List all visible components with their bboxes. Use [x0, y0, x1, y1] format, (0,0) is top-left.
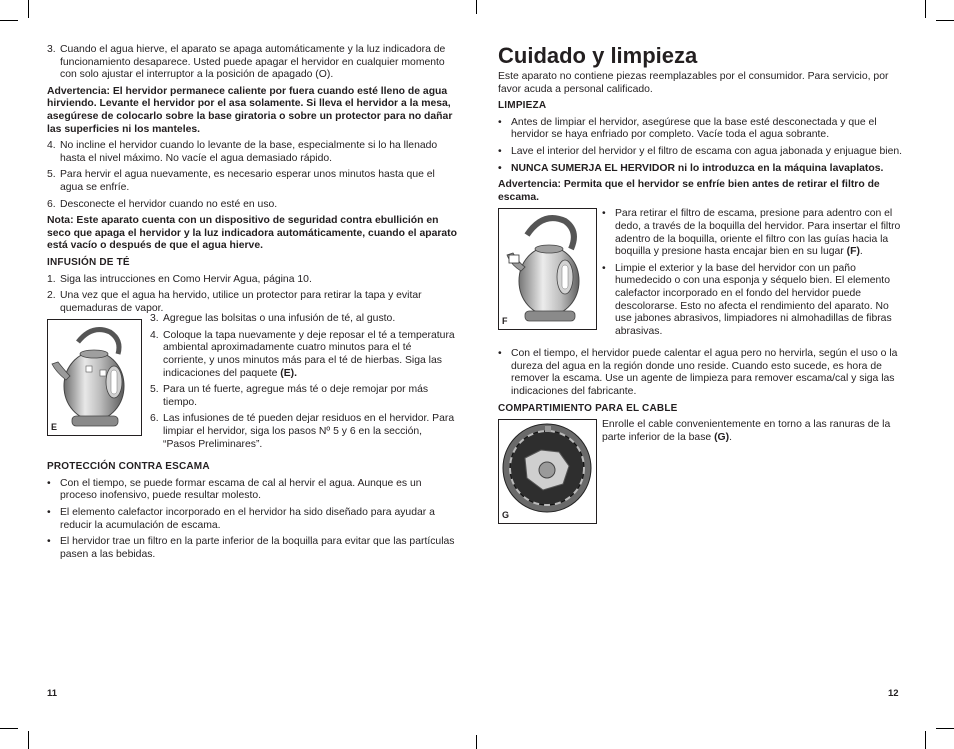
list-item: 6. Desconecte el hervidor cuando no esté en uso.	[47, 198, 278, 210]
list-item: 4. Coloque la tapa nuevamente y deje reposar el té a temperatura ambiental aproximadamente cuatro minutos para el té corriente, y unos minutos más para el té de hierbas. Siga las indicaciones del paquete (E).	[150, 329, 455, 379]
list-item: • Con el tiempo, el hervidor puede calentar el agua pero no hervirla, según el uso o la dureza del agua en la región donde uno reside. Cuando esto sucede, es hora de remover la escama. Use un agente de limpieza para remover escama/cal y siga las indicaciones del fabricante.	[498, 348, 898, 398]
page-number: 11	[47, 688, 58, 699]
list-item: • Para retirar el filtro de escama, presione para adentro con el dedo, a través de la boquilla del hervidor. Para insertar el filtro adentro de la boquilla, oriente el filtro con las guías hacia la boquilla y presione hasta encajar bien en su lugar (F).	[602, 208, 901, 258]
section-heading-cord: COMPARTIMIENTO PARA EL CABLE	[498, 402, 678, 414]
figure-label: G	[502, 509, 510, 520]
section-heading-tea: INFUSIÓN DE TÉ	[47, 256, 130, 268]
list-item: • Limpie el exterior y la base del hervidor con un paño humedecido o con una esponja y séquelo bien. El elemento calefactor incorporado en el fondo del hervidor puede descolorarse. Esto no afecta el rendimiento del aparato. No use jabones abrasivos, limpiadores ni almohadillas de fibras abrasivas.	[602, 262, 892, 337]
figure-e-kettle	[47, 319, 142, 436]
list-item: • El hervidor trae un filtro en la parte inferior de la boquilla para evitar que las partículas pasen a las bebidas.	[47, 536, 455, 560]
kettle-illustration	[48, 320, 141, 435]
figure-f-kettle-filter	[498, 208, 597, 330]
cord-figure-row	[498, 419, 903, 524]
crop-mark	[925, 731, 926, 749]
section-heading-cleaning: LIMPIEZA	[498, 100, 547, 112]
list-item: 6. Las infusiones de té pueden dejar residuos en el hervidor. Para limpiar el hervidor, siga los pasos Nº 5 y 6 en la sección, “Pasos Preliminares”.	[150, 413, 455, 450]
list-item: 1. Siga las intrucciones en Como Hervir Agua, página 10.	[47, 273, 312, 285]
base-cord-illustration	[499, 420, 596, 523]
list-item: 4. No incline el hervidor cuando lo levante de la base, especialmente si lo ha llenado hasta el nivel máximo. No vacíe el agua demasiado rápido.	[47, 140, 438, 164]
list-item: 3. Agregue las bolsitas o una infusión de té, al gusto.	[150, 313, 396, 325]
list-item: 2. Una vez que el agua ha hervido, utilice un protector para retirar la tapa y evitar quemaduras de vapor.	[47, 290, 422, 314]
list-item: • Antes de limpiar el hervidor, asegúrese que la base esté desconectada y que el hervidor se haya enfriado por completo. Vacíe toda el agua sobrante.	[498, 116, 877, 141]
list-item: • Con el tiempo, se puede formar escama de cal al hervir el agua. Aunque es un proceso inofensivo, puede resultar molesto.	[47, 477, 422, 502]
filter-steps	[597, 208, 903, 342]
list-item: • El elemento calefactor incorporado en el hervidor ha sido diseñado para ayudar a reducir la acumulación de escama.	[47, 507, 435, 531]
intro-text: Este aparato no contiene piezas reemplazables por el consumidor. Para servicio, por favor acuda a personal calificado.	[498, 71, 889, 95]
list-item: • NUNCA SUMERJA EL HERVIDOR ni lo introduzca en la máquina lavaplatos.	[498, 162, 884, 174]
right-column	[498, 44, 903, 524]
crop-mark	[28, 731, 29, 749]
section-heading-scale: PROTECCIÓN CONTRA ESCAMA	[47, 461, 210, 473]
tea-steps	[142, 313, 457, 455]
crop-mark	[476, 735, 477, 749]
page-title: Cuidado y limpieza	[498, 43, 698, 68]
list-item: 3. Cuando el agua hierve, el aparato se apaga automáticamente y la luz indicadora de funcionamiento desaparece. Usted puede apagar el hervidor en cualquier momento con solo ajustar el interruptor a la posición de apagado (O).	[47, 44, 446, 81]
warning-text: Advertencia: Permita que el hervidor se enfríe bien antes de retirar el filtro de escama.	[498, 179, 880, 203]
crop-mark	[476, 0, 477, 14]
crop-mark	[925, 0, 926, 18]
left-column	[47, 44, 457, 565]
crop-mark	[0, 728, 18, 729]
note-text: Nota: Este aparato cuenta con un dispositivo de seguridad contra ebullición en seco que apaga el hervidor y la luz indicadora automáticamente, cuando el aparato está vacío o después de que el agua hierve.	[47, 215, 457, 252]
crop-mark	[936, 728, 954, 729]
figure-g-cord-base	[498, 419, 597, 524]
list-item: 5. Para un té fuerte, agregue más té o deje remojar por más tiempo.	[150, 384, 429, 408]
figure-label: F	[502, 315, 508, 326]
page-number: 12	[888, 688, 899, 699]
cord-text: Enrolle el cable convenientemente en torno a las ranuras de la parte inferior de la base (G).	[602, 419, 891, 443]
list-item: • Lave el interior del hervidor y el filtro de escama con agua jabonada y enjuague bien.	[498, 145, 903, 157]
warning-text: Advertencia: El hervidor permanece caliente por fuera cuando esté lleno de agua hirviendo. Levante el hervidor por el asa solamente. Si lleva el hervidor a la mesa, asegúrese de colocarlo sobre la base giratoria o sobre un protector para no dañar las superficies ni los manteles.	[47, 85, 453, 135]
crop-mark	[0, 20, 18, 21]
filter-figure-row	[498, 208, 903, 342]
tea-figure-row	[47, 313, 457, 455]
crop-mark	[936, 20, 954, 21]
figure-label: E	[51, 421, 58, 432]
list-item: 5. Para hervir el agua nuevamente, es necesario esperar unos minutos hasta que el agua se enfríe.	[47, 169, 435, 193]
kettle-filter-illustration	[499, 209, 596, 329]
crop-mark	[28, 0, 29, 18]
